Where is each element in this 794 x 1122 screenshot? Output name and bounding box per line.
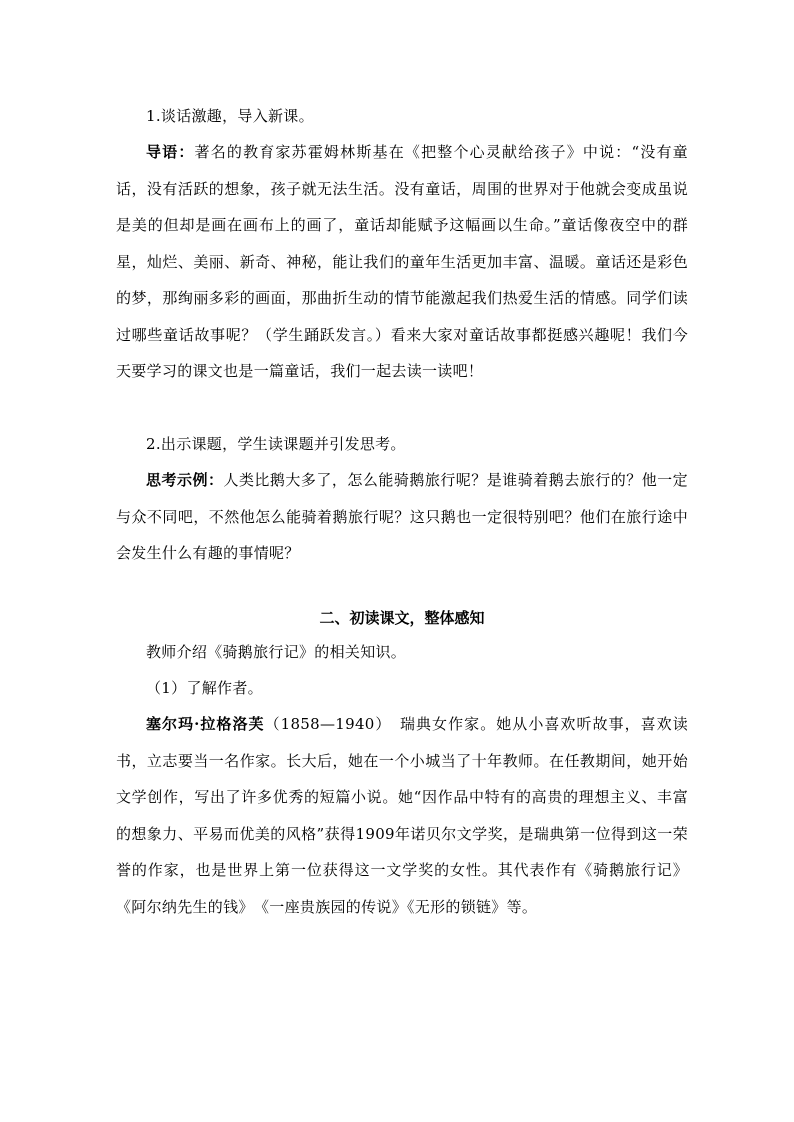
step-2-text: 2.出示课题，学生读课题并引发思考。 <box>146 435 406 453</box>
teacher-intro-text: 教师介绍《骑鹅旅行记》的相关知识。 <box>146 643 407 661</box>
author-bio-text: （1858—1940） 瑞典女作家。她从小喜欢听故事，喜欢读书，立志要当一名作家。长大后，她在一个小城当了十年教师。在任教期间，她开始文学创作，写出了许多优秀的短篇小说。她“因作品中特有的高贵的理想主义、丰富的想象力、平易而优美的风格”获得1909年诺贝尔文学奖，是瑞典第一位得到这一荣誉的作家，也是世界上第一位获得这一文学奖的女性。其代表作有《骑鹅旅行记》《阿尔纳先生的钱》 《一座贵族园的传说》《无形的锁链》等。 <box>116 715 688 916</box>
thinking-example-text: 人类比鹅大多了，怎么能骑鹅旅行呢？是谁骑着鹅去旅行的？他一定与众不同吧，不然他怎么能骑着鹅旅行呢？这只鹅也一定很特别吧？他们在旅行途中会发生什么有趣的事情呢？ <box>116 471 688 562</box>
thinking-example-paragraph <box>116 462 688 572</box>
teacher-intro-paragraph <box>116 634 688 671</box>
section-step-2 <box>116 426 688 463</box>
section-step-1 <box>116 98 688 135</box>
step-1-text: 1.谈话激趣，导入新课。 <box>146 107 314 125</box>
intro-text: 著名的教育家苏霍姆林斯基在《把整个心灵献给孩子》中说：“没有童话，没有活跃的想象，孩子就无法生活。没有童话，周围的世界对于他就会变成虽说是美的但却是画在画布上的画了，童话却能赋予这幅画以生命。”童话像夜空中的群星，灿烂、美丽、新奇、神秘，能让我们的童年生活更加丰富、温暖。童话还是彩色的梦，那绚丽多彩的画面，那曲折生动的情节能激起我们热爱生活的情感。同学们读过哪些童话故事呢？（学生踊跃发言。）看来大家对童话故事都挺感兴趣呢！我们今天要学习的课文也是一篇童话，我们一起去读一读吧！ <box>116 143 688 380</box>
author-subheading <box>116 670 688 707</box>
thinking-example-label: 思考示例： <box>146 471 224 489</box>
section-heading: 二、初读课文，整体感知 <box>319 609 485 627</box>
intro-paragraph <box>116 134 688 390</box>
intro-label: 导语： <box>146 143 195 161</box>
author-name: 塞尔玛·拉格洛芙 <box>146 715 265 733</box>
author-subheading-text: （1）了解作者。 <box>146 679 263 697</box>
author-bio-paragraph <box>116 706 688 925</box>
